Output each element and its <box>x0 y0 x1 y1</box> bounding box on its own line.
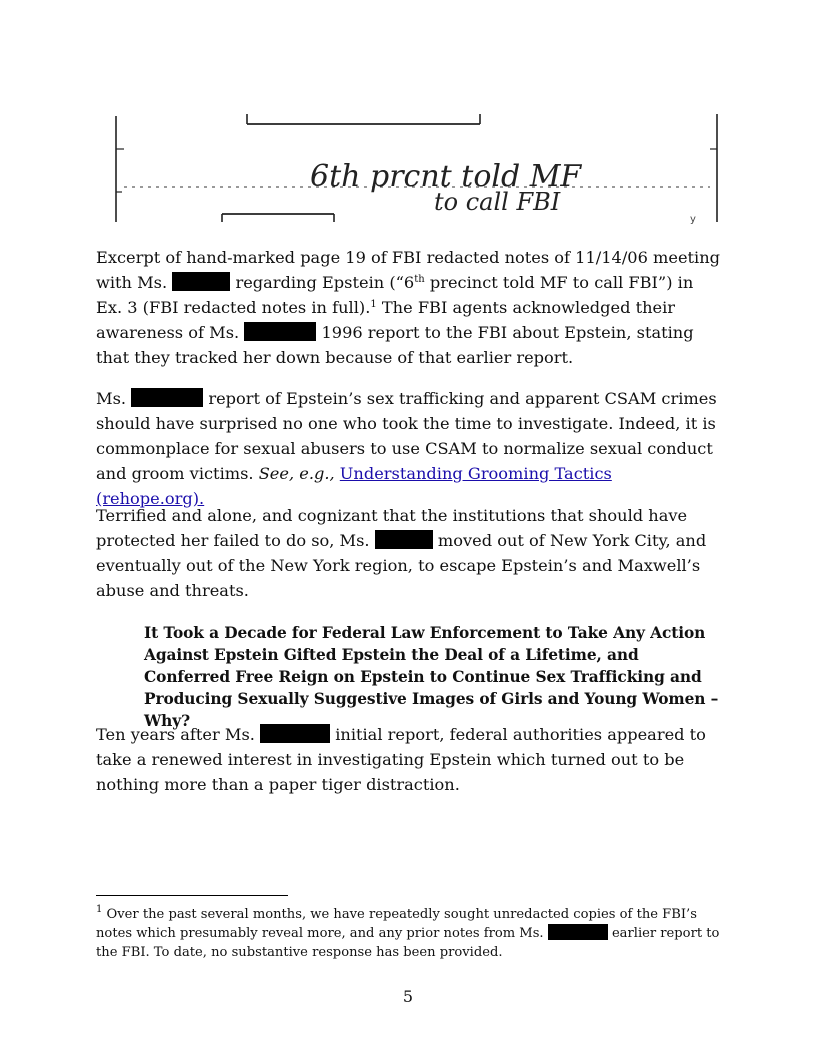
paragraph-relocation: Terrified and alone, and cognizant that the institutions that should have protected her failed to do so, Ms. moved out of New York City, and eventually out of the New York region, to escape Epstein’s and Maxwell’s abuse and threats. <box>96 506 707 600</box>
redaction-box <box>131 388 203 407</box>
paragraph-csam-report: Ms. report of Epstein’s sex trafficking and apparent CSAM crimes should have surprised no one who took the time to investigate. Indeed, it is commonplace for sexual abusers to use CSAM to normalize sexual conduct and groom victims. See, e.g., Understanding Grooming Tactics (rehope.org). <box>96 389 717 508</box>
redaction-box <box>172 272 230 291</box>
section-heading: It Took a Decade for Federal Law Enforcement to Take Any Action Against Epstein Gifted Epstein the Deal of a Lifetime, and Conferred Free Reign on Epstein to Continue Sex Trafficking and Producing Sexually Suggestive Images of Girls and Young Women – Why? <box>144 624 719 730</box>
redaction-box <box>548 924 608 940</box>
footnote-reference: 1 <box>370 299 377 310</box>
handwriting-line-1: 6th prcnt told MF <box>310 159 582 194</box>
grooming-tactics-link[interactable]: Understanding Grooming Tactics (rehope.org). <box>96 464 612 508</box>
paragraph-excerpt-caption: Excerpt of hand-marked page 19 of FBI redacted notes of 11/14/06 meeting with Ms. regarding Epstein (“6th precinct told MF to call FBI”) in Ex. 3 (FBI redacted notes in full).$^1$ The FBI agents acknowledged their awareness of Ms. 1996 report to the FBI about Epstein, stating that they tracked her down because of that earlier report. <box>96 248 720 367</box>
handwriting-line-2: to call FBI <box>434 188 561 216</box>
footnote-separator <box>96 895 288 896</box>
redaction-box <box>375 530 433 549</box>
redaction-box <box>244 322 316 341</box>
paragraph-decade-later: Ten years after Ms. initial report, federal authorities appeared to take a renewed interest in investigating Epstein which turned out to be nothing more than a paper tiger distraction. <box>96 725 706 794</box>
footnote-number: 1 <box>96 904 103 915</box>
footnote: $^1$ Over the past several months, we have repeatedly sought unredacted copies of the FBI’s notes which presumably reveal more, and any prior notes from Ms. earlier report to the FBI. To date, no substantive response has been provided. <box>96 904 720 960</box>
handwritten-notes-image <box>112 114 722 224</box>
svg-text:y: y <box>690 214 696 224</box>
handwritten-notes-excerpt <box>112 114 722 224</box>
page-number: 5 <box>402 987 414 1006</box>
redaction-box <box>260 724 330 743</box>
